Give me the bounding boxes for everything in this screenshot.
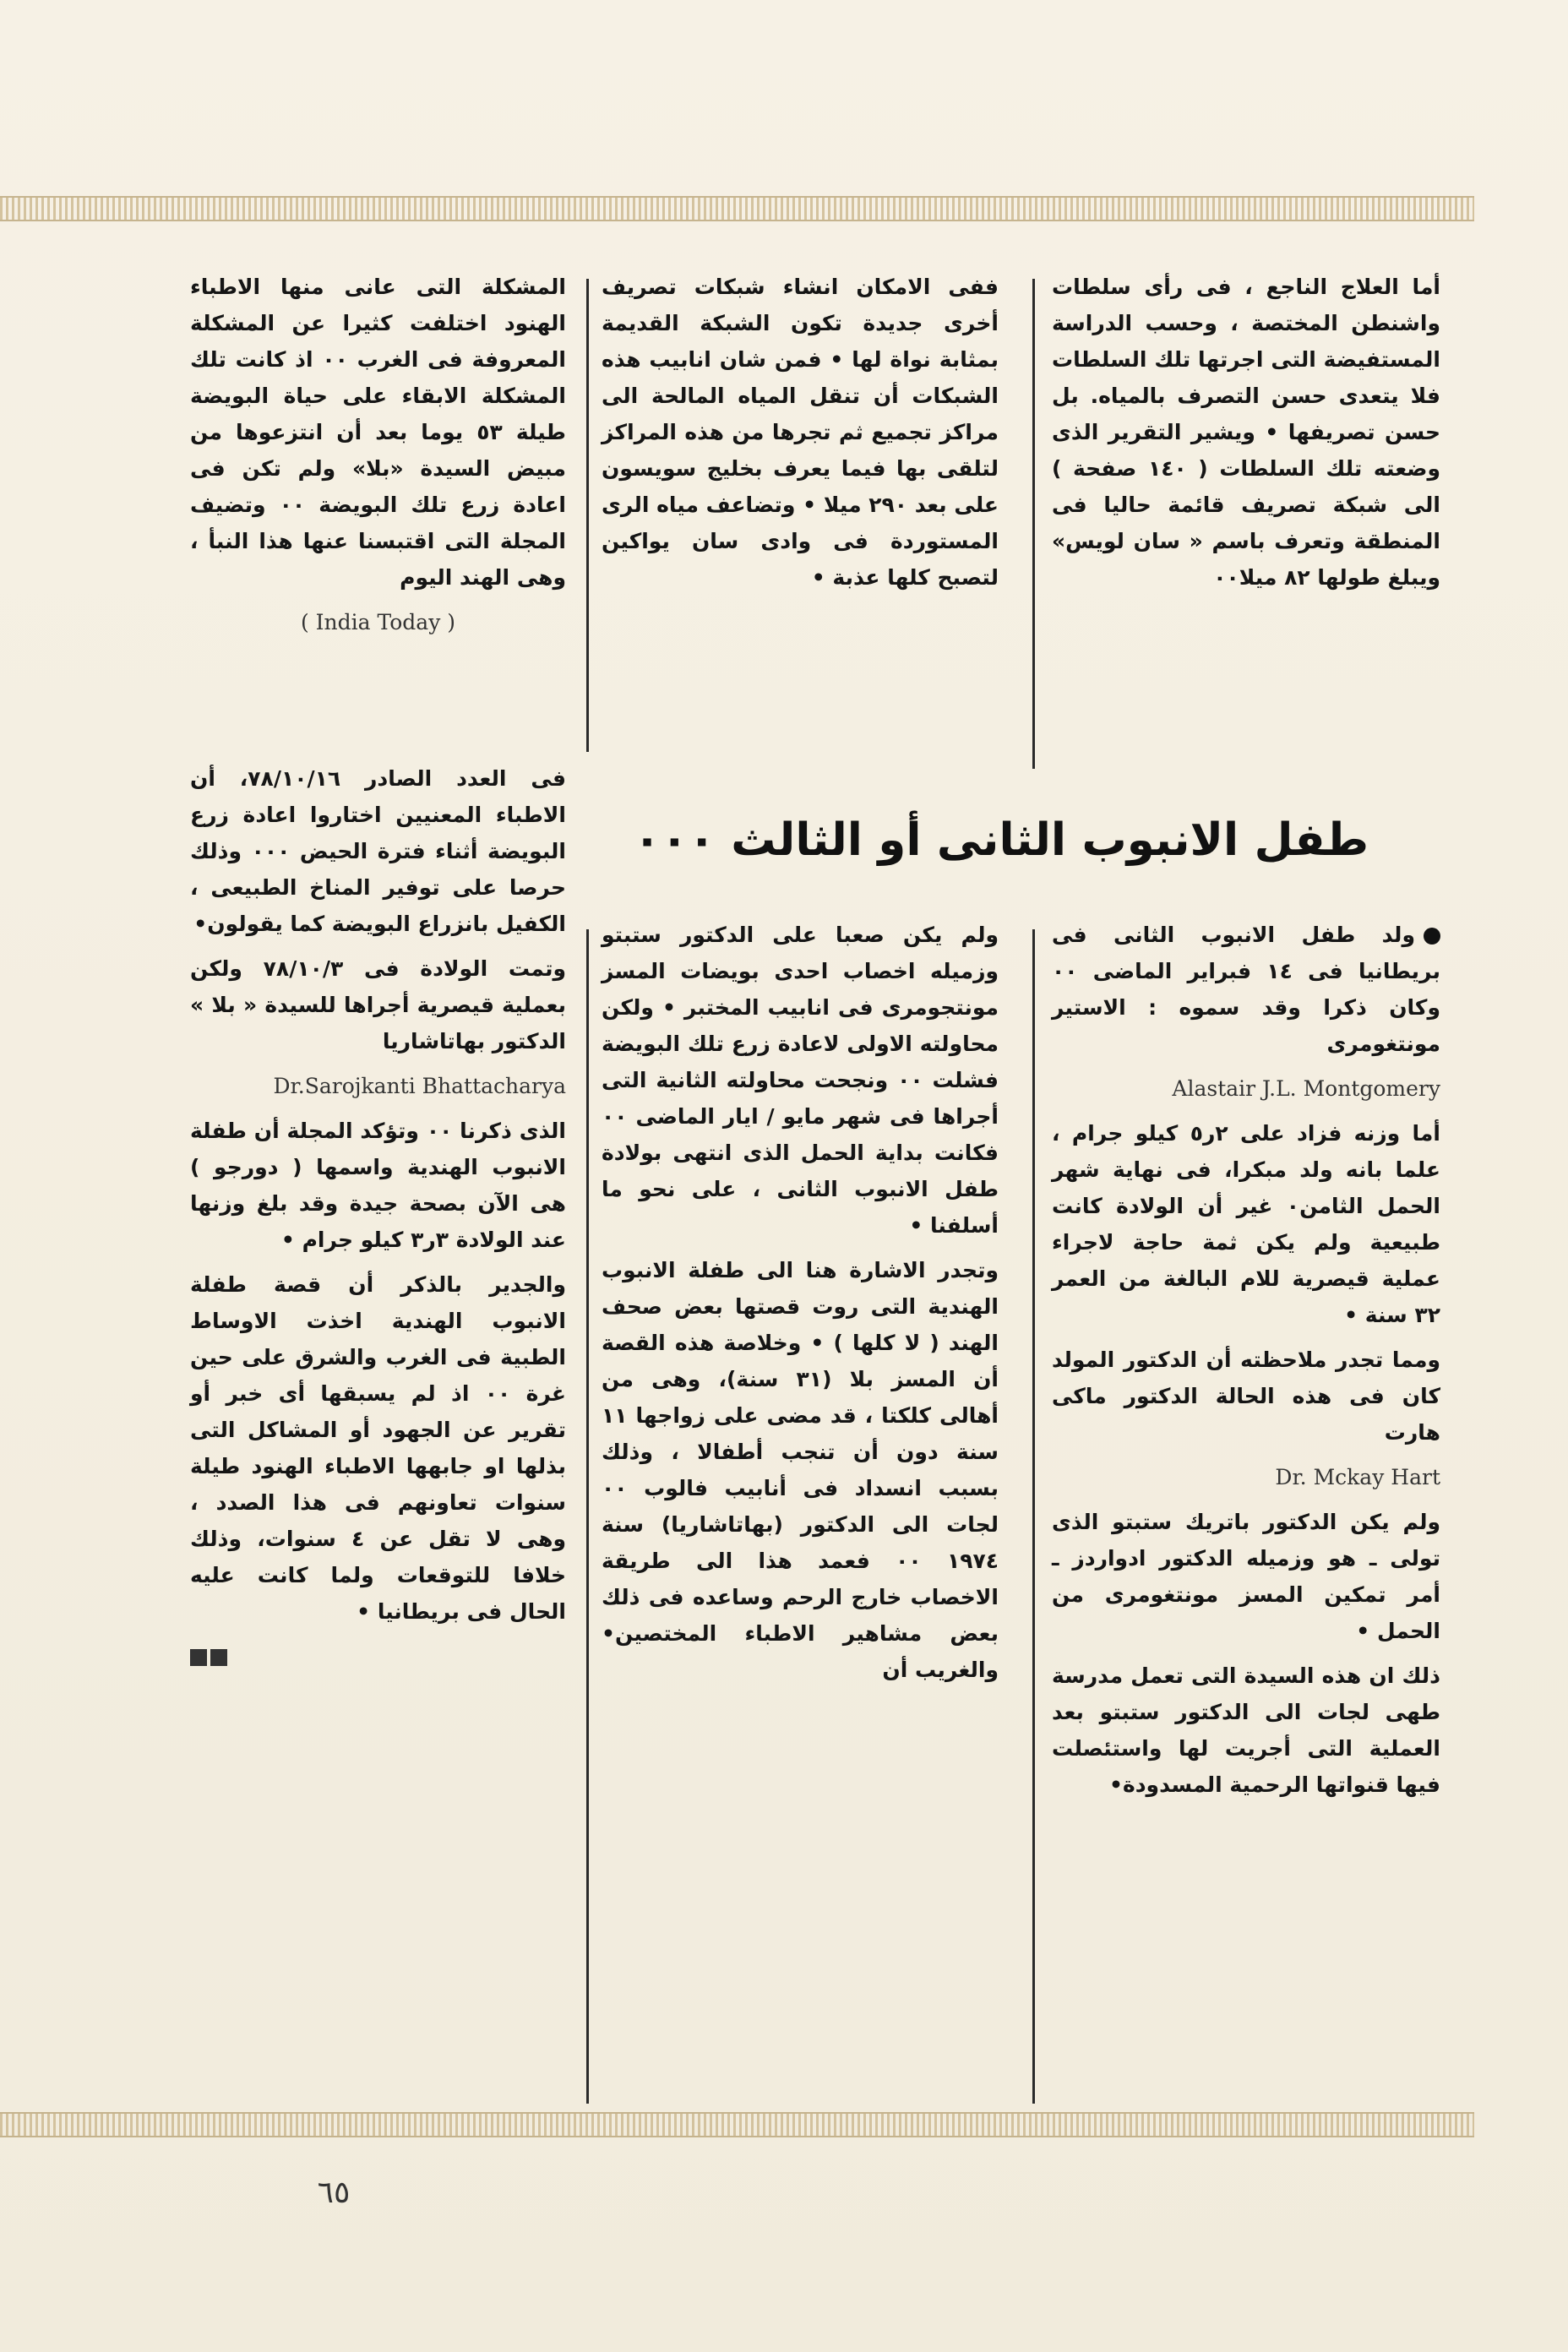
top-right-paragraph: أما العلاج الناجع ، فى رأى سلطات واشنطن المختصة ، وحسب الدراسة المستفيضة التى اجرتها تلك السلطات فلا يتعدى حسن التصرف بالمياه. بل حسن تصريفها • ويشير التقرير الذى وضعته تلك السلطات ( ١٤٠ صفحة ) الى شبكة تصريف قائمة حاليا فى المنطقة وتعرف باسم « سان لويس» ويبلغ طولها ٨٢ ميلا٠٠ <box>1052 275 1440 590</box>
top-decorative-rule <box>0 196 1474 221</box>
latin-name: Dr. Mckay Hart <box>1275 1465 1440 1489</box>
latin-name: Dr.Sarojkanti Bhattacharya <box>273 1074 566 1098</box>
column-divider <box>1032 279 1035 769</box>
top-left-column <box>190 269 566 649</box>
bottom-left-paragraph-2: وتمت الولادة فى ٧٨/١٠/٣ ولكن بعملية قيصرية أجراها للسيدة « بلا » الدكتور بهاتاشاريا <box>190 956 566 1054</box>
bottom-left-paragraph-1: فى العدد الصادر ٧٨/١٠/١٦، أن الاطباء المعنيين اختاروا اعادة زرع البويضة أثناء فترة الحيض ٠٠٠ وذلك حرصا على توفير المناخ الطبيعى ، الكفيل بانزراع البويضة كما يقولون• <box>190 766 566 936</box>
bullet-icon <box>1424 928 1440 945</box>
end-square-icon <box>210 1649 227 1666</box>
column-divider <box>586 929 589 2104</box>
article-headline: طفل الانبوب الثانى أو الثالث ٠٠٠ <box>633 814 1369 866</box>
column-divider <box>1032 929 1035 2104</box>
top-middle-paragraph: ففى الامكان انشاء شبكات تصريف أخرى جديدة تكون الشبكة القديمة بمثابة نواة لها • فمن شان انابيب هذه الشبكات أن تنقل المياه المالحة الى مراكز تجميع ثم تجرها من هذه المراكز لتلقى بها فيما يعرف بخليج سويسون على بعد ٢٩٠ ميلا • وتضاعف مياه الرى المستوردة فى وادى سان يواكين لتصبح كلها عذبة • <box>602 275 999 590</box>
bottom-decorative-rule <box>0 2112 1474 2137</box>
article-end-mark <box>190 1638 566 1674</box>
top-right-column <box>1052 269 1440 604</box>
end-square-icon <box>190 1649 207 1666</box>
bottom-middle-paragraph-1: ولم يكن صعبا على الدكتور ستبتو وزميله اخصاب احدى بويضات المسز مونتجومرى فى انابيب المختبر • ولكن محاولته الاولى لاعادة زرع تلك البويضة فشلت ٠٠ ونجحت محاولته الثانية التى أجراها فى شهر مايو / ايار الماضى ٠٠ فكانت بداية الحمل الذى انتهى بولادة طفل الانبوب الثانى ، على نحو ما أسلفنا • <box>602 923 999 1238</box>
bottom-left-paragraph-4: والجدير بالذكر أن قصة طفلة الانبوب الهندية اخذت الاوساط الطبية فى الغرب والشرق على حين غرة ٠٠ اذ لم يسبقها أى خبر أو تقرير عن الجهود أو المشاكل التى بذلها او جابهها الاطباء الهنود طيلة سنوات تعاونهم فى هذا الصدد ، وهى لا تقل عن ٤ سنوات، وذلك خلافا للتوقعات ولما كانت عليه الحال فى بريطانيا • <box>190 1272 566 1624</box>
top-middle-column <box>602 269 999 604</box>
bottom-right-paragraph-3: ومما تجدر ملاحظته أن الدكتور المولد كان فى هذه الحالة الدكتور ماكى هارت <box>1052 1348 1440 1445</box>
bottom-right-paragraph-2: أما وزنه فزاد على ٢ر٥ كيلو جرام ، علما بانه ولد مبكرا، فى نهاية شهر الحمل الثامن٠ غير أن الولادة كانت طبيعية ولم يكن ثمة حاجة لاجراء عملية قيصرية للام البالغة من العمر ٣٢ سنة • <box>1052 1121 1440 1327</box>
bottom-left-paragraph-3: الذى ذكرنا ٠٠ وتؤكد المجلة أن طفلة الانبوب الهندية واسمها ( دورجو ) هى الآن بصحة جيدة وقد بلغ وزنها عند الولادة ٣ر٣ كيلو جرام • <box>190 1119 567 1252</box>
bottom-right-paragraph-1: ولد طفل الانبوب الثانى فى بريطانيا فى ١٤ فبراير الماضى ٠٠ وكان ذكرا وقد سموه : الاستير مونتغومرى <box>1052 923 1440 1056</box>
column-divider <box>586 279 589 752</box>
bottom-right-paragraph-4: ولم يكن الدكتور باتريك ستبتو الذى تولى ـ هو وزميله الدكتور ادواردز ـ أمر تمكين المسز مونتغومرى من الحمل • <box>1052 1510 1440 1643</box>
latin-source-name: ( India Today ) <box>300 610 456 634</box>
bottom-right-column <box>1052 917 1440 1811</box>
bottom-middle-paragraph-2: وتجدر الاشارة هنا الى طفلة الانبوب الهندية التى روت قصتها بعض صحف الهند ( لا كلها ) • وخلاصة هذه القصة أن المسز بلا (٣١ سنة)، وهى من أهالى كلكتا ، قد مضى على زواجها ١١ سنة دون أن تنجب أطفالا ، وذلك بسبب انسداد فى أنابيب فالوب ٠٠ لجات الى الدكتور (بهاتاشاريا) سنة ١٩٧٤ ٠٠ فعمد هذا الى طريقة الاخصاب خارج الرحم وساعده فى ذلك بعض مشاهير الاطباء المختصين• والغريب أن <box>602 1258 999 1682</box>
latin-name: Alastair J.L. Montgomery <box>1172 1076 1440 1101</box>
bottom-right-paragraph-5: ذلك ان هذه السيدة التى تعمل مدرسة طهى لجات الى الدكتور ستبتو بعد العملية التى أجريت لها واستئصلت فيها قنواتها الرحمية المسدودة• <box>1052 1663 1440 1797</box>
page-number: ٦٥ <box>317 2175 351 2210</box>
bottom-left-column <box>190 760 566 1674</box>
bottom-middle-column <box>602 917 999 1696</box>
top-left-paragraph: المشكلة التى عانى منها الاطباء الهنود اختلفت كثيرا عن المشكلة المعروفة فى الغرب ٠٠ اذ كانت تلك المشكلة الابقاء على حياة البويضة طيلة ٥٣ يوما بعد أن انتزعوها من مبيض السيدة «بلا» ولم تكن فى اعادة زرع تلك البويضة ٠٠ وتضيف المجلة التى اقتبسنا عنها هذا النبأ ، وهى الهند اليوم <box>190 275 566 590</box>
